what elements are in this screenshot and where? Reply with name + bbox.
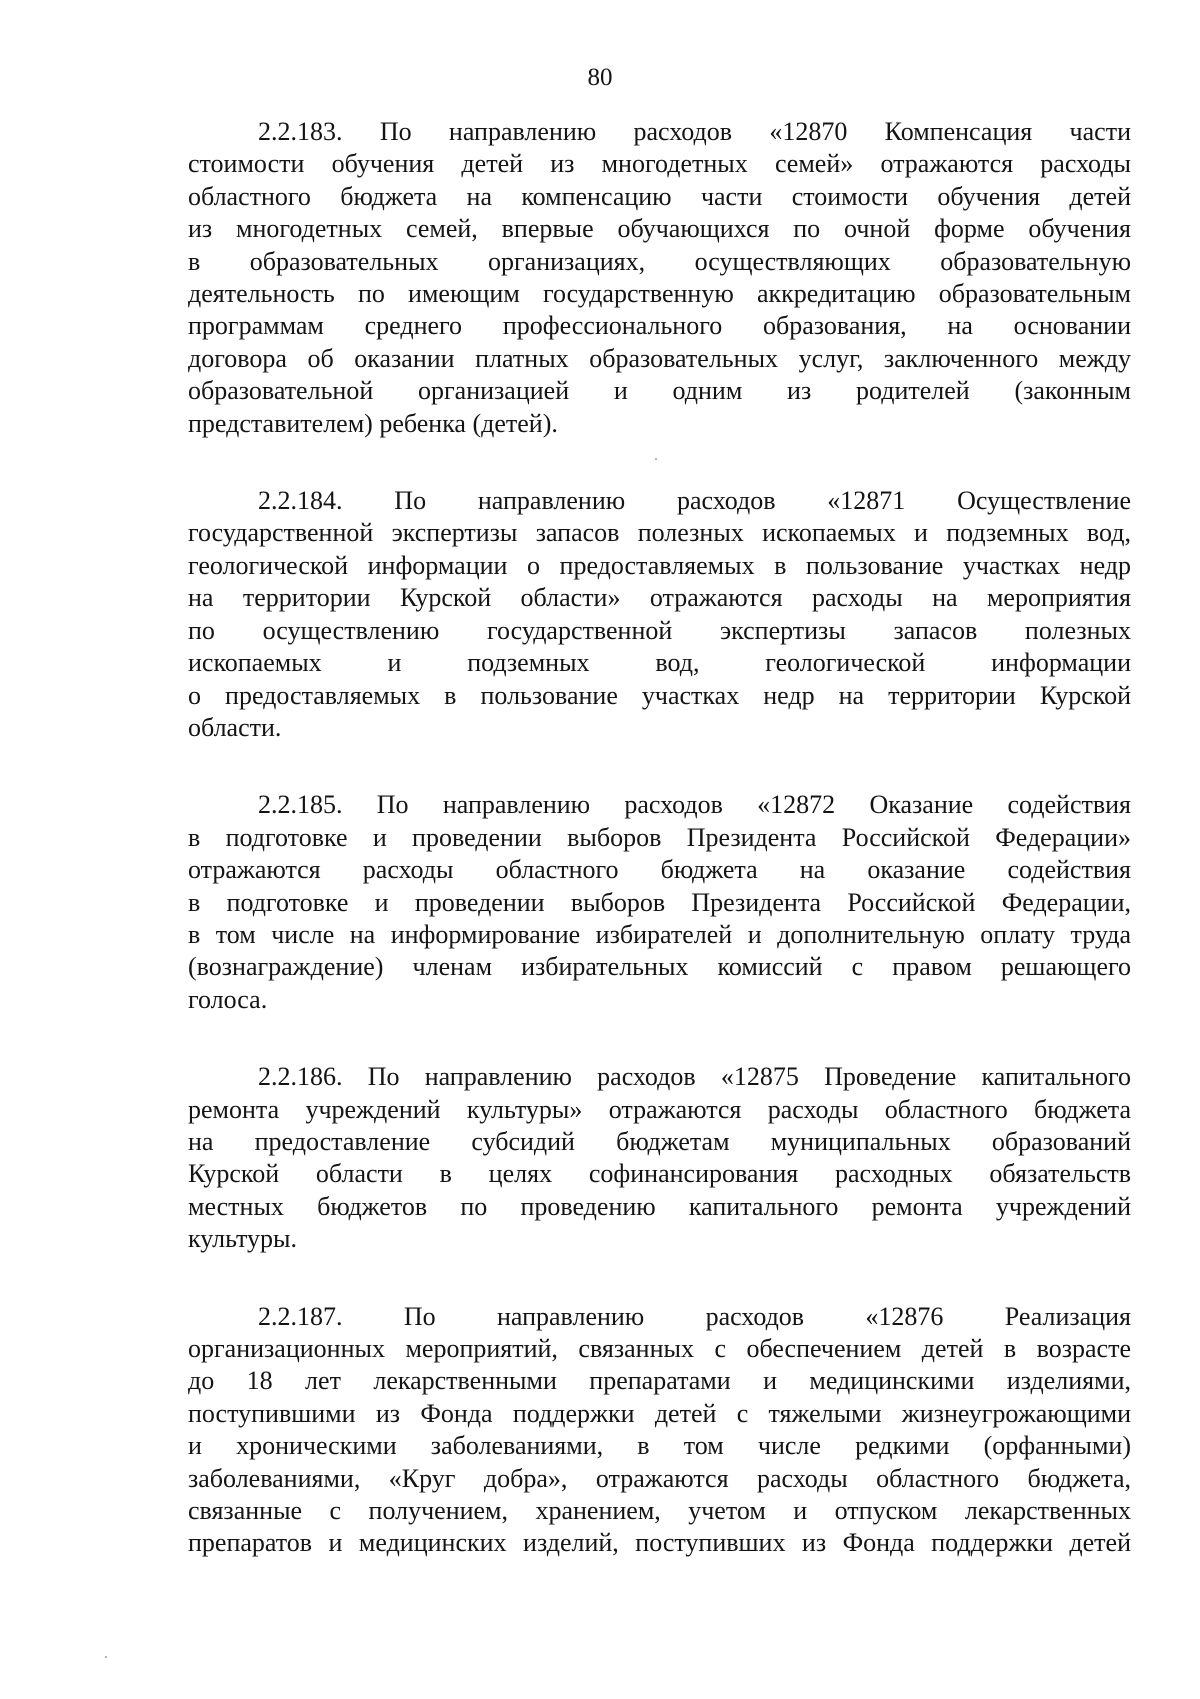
text-line: государственной экспертизы запасов полезных ископаемых и подземных вод, xyxy=(188,518,1131,548)
text-line: 2.2.184. По направлению расходов «12871 Осуществление xyxy=(258,486,1131,516)
paragraph-2-2-187 xyxy=(188,1301,1131,1560)
text-line: образовательной организацией и одним из родителей (законным xyxy=(188,376,1131,406)
document-body xyxy=(188,116,1131,1605)
paragraph-2-2-183 xyxy=(188,116,1131,440)
page-number: 80 xyxy=(587,64,613,91)
text-line: Курской области в целях софинансирования расходных обязательств xyxy=(188,1159,1131,1189)
text-line: заболеваниями, «Круг добра», отражаются расходы областного бюджета, xyxy=(188,1463,1131,1493)
paragraph-2-2-186 xyxy=(188,1061,1131,1255)
text-line: 2.2.187. По направлению расходов «12876 Реализация xyxy=(258,1301,1131,1331)
text-line: программам среднего профессионального образования, на основании xyxy=(188,311,1131,341)
text-line: по осуществлению государственной экспертизы запасов полезных xyxy=(188,615,1131,645)
text-line: препаратов и медицинских изделий, поступивших из Фонда поддержки детей xyxy=(188,1528,1131,1558)
text-line: до 18 лет лекарственными препаратами и медицинскими изделиями, xyxy=(188,1366,1131,1396)
text-line: в том числе на информирование избирателей и дополнительную оплату труда xyxy=(188,919,1131,949)
text-line: в образовательных организациях, осуществляющих образовательную xyxy=(188,246,1131,276)
text-line: 2.2.183. По направлению расходов «12870 Компенсация части xyxy=(258,117,1131,146)
scan-speck xyxy=(105,1656,107,1658)
text-line: ископаемых и подземных вод, геологической информации xyxy=(188,648,1131,678)
text-line: на территории Курской области» отражаются расходы на мероприятия xyxy=(188,583,1131,613)
text-line: 2.2.185. По направлению расходов «12872 Оказание содействия xyxy=(258,790,1131,820)
text-line: культуры. xyxy=(188,1224,297,1254)
paragraph-2-2-185 xyxy=(188,789,1131,1016)
paragraph-2-2-184 xyxy=(188,485,1131,744)
text-line: 2.2.186. По направлению расходов «12875 Проведение капитального xyxy=(258,1062,1131,1092)
text-line: местных бюджетов по проведению капитального ремонта учреждений xyxy=(188,1191,1131,1221)
text-line: ремонта учреждений культуры» отражаются расходы областного бюджета xyxy=(188,1094,1131,1124)
text-line: организационных мероприятий, связанных с обеспечением детей в возрасте xyxy=(188,1334,1131,1363)
text-line: голоса. xyxy=(188,984,268,1014)
text-line: в подготовке и проведении выборов Президента Российской Федерации, xyxy=(188,887,1131,917)
text-line: о предоставляемых в пользование участках недр на территории Курской xyxy=(188,680,1131,710)
text-line: деятельность по имеющим государственную аккредитацию образовательным xyxy=(188,279,1131,309)
text-line: отражаются расходы областного бюджета на оказание содействия xyxy=(188,855,1131,885)
text-line: (вознаграждение) членам избирательных комиссий с правом решающего xyxy=(188,952,1131,982)
text-line: и хроническими заболеваниями, в том числе редкими (орфанными) xyxy=(188,1431,1131,1461)
text-line: геологической информации о предоставляемых в пользование участках недр xyxy=(188,550,1131,580)
text-line: на предоставление субсидий бюджетам муниципальных образований xyxy=(188,1126,1131,1156)
text-line: поступившими из Фонда поддержки детей с тяжелыми жизнеугрожающими xyxy=(188,1398,1131,1428)
text-line: представителем) ребенка (детей). xyxy=(188,408,558,438)
text-line: договора об оказании платных образовательных услуг, заключенного между xyxy=(188,343,1131,373)
text-line: связанные с получением, хранением, учетом и отпуском лекарственных xyxy=(188,1496,1131,1526)
scan-speck xyxy=(655,458,657,460)
text-line: области. xyxy=(188,712,282,742)
text-line: областного бюджета на компенсацию части стоимости обучения детей xyxy=(188,181,1131,211)
text-line: из многодетных семей, впервые обучающихся по очной форме обучения xyxy=(188,214,1131,244)
text-line: стоимости обучения детей из многодетных семей» отражаются расходы xyxy=(188,149,1131,179)
text-line: в подготовке и проведении выборов Президента Российской Федерации» xyxy=(188,822,1131,852)
